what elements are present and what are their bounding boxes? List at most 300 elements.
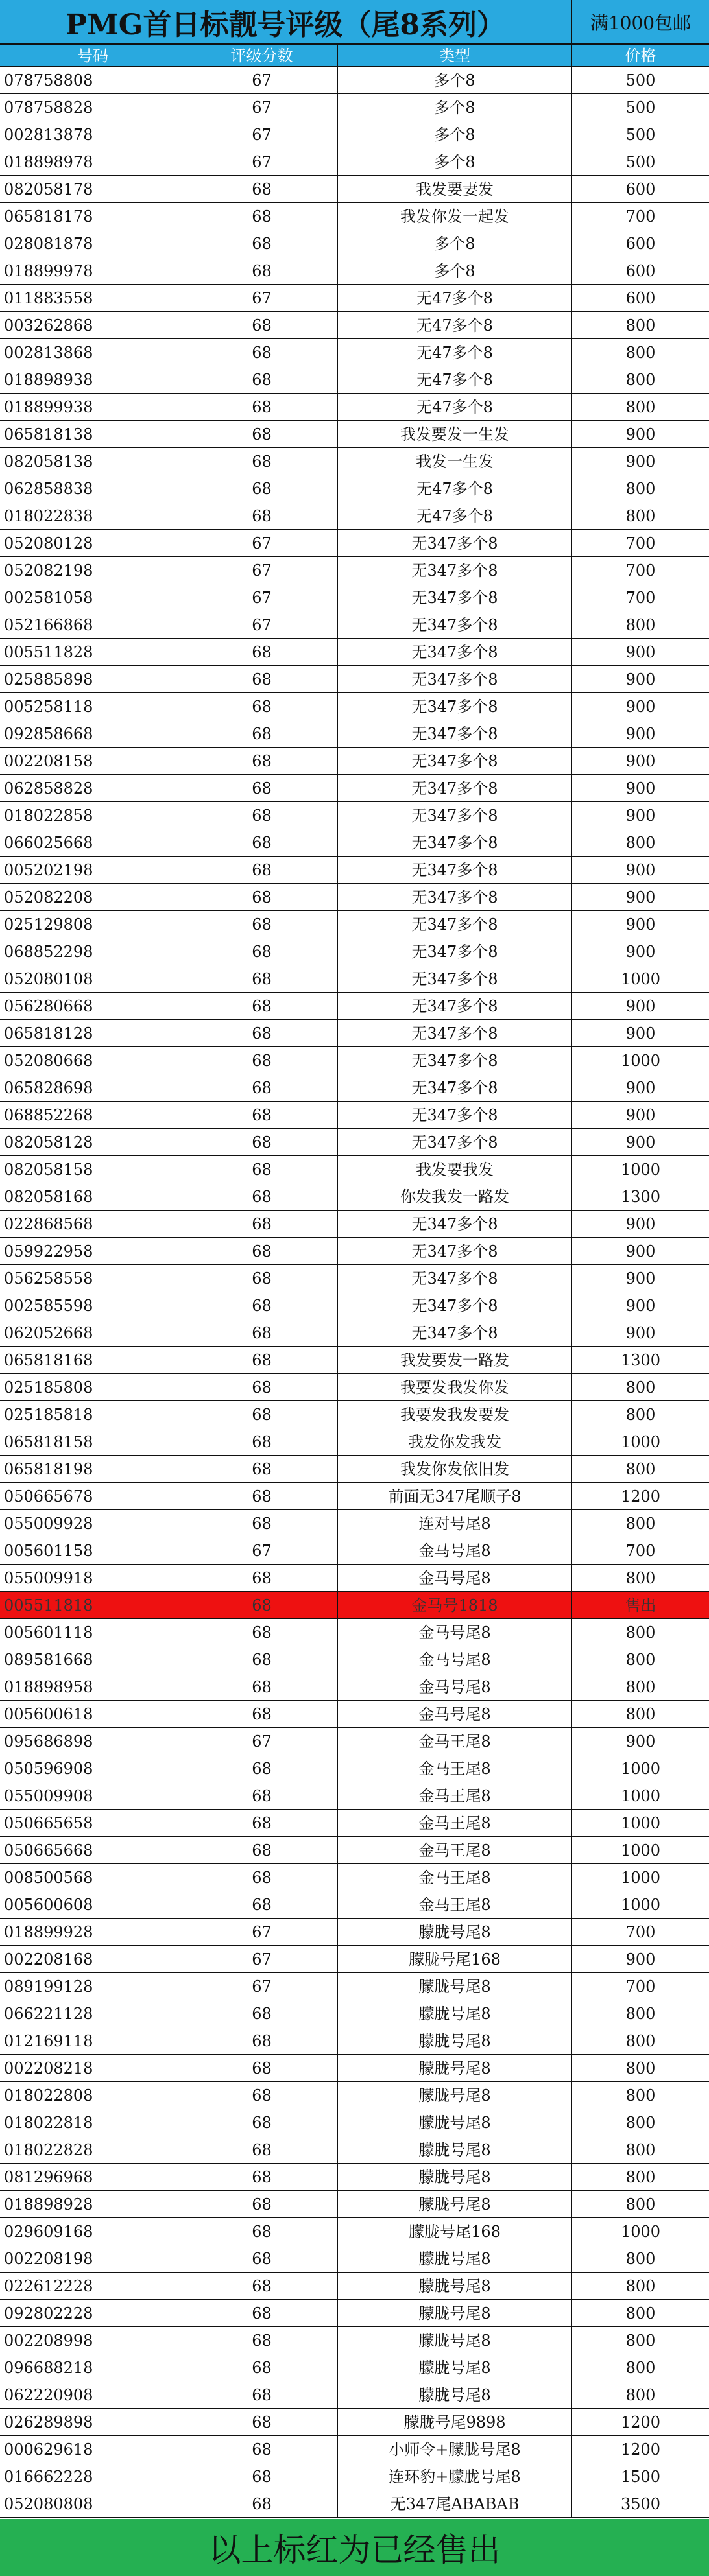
cell-score: 68 <box>186 748 338 774</box>
table-row <box>0 230 709 257</box>
cell-score: 67 <box>186 94 338 121</box>
cell-price: 900 <box>625 997 656 1015</box>
cell-type: 金马号1818 <box>338 1592 572 1618</box>
cell-price: 1000 <box>620 1786 661 1805</box>
cell-type: 无347多个8 <box>338 857 572 883</box>
table-row <box>0 148 709 176</box>
cell-price: 800 <box>625 2358 656 2377</box>
table-row <box>0 2000 709 2027</box>
table-row <box>0 1102 709 1129</box>
cell-price: 800 <box>625 2140 656 2159</box>
cell-type: 无347多个8 <box>338 1129 572 1155</box>
column-header-number: 号码 <box>0 45 186 66</box>
cell-score: 68 <box>186 1102 338 1128</box>
cell-number: 018898938 <box>0 366 186 393</box>
cell-score: 68 <box>186 312 338 338</box>
table-row <box>0 285 709 312</box>
cell-score: 68 <box>186 421 338 447</box>
table-row <box>0 1428 709 1456</box>
cell-score: 68 <box>186 1565 338 1591</box>
table-row <box>0 1183 709 1211</box>
cell-number: 002208168 <box>0 1946 186 1972</box>
cell-price: 800 <box>625 2385 656 2404</box>
table-row <box>0 2245 709 2273</box>
cell-price: 1200 <box>620 2440 661 2459</box>
cell-number: 018899928 <box>0 1919 186 1945</box>
cell-number: 028081878 <box>0 230 186 257</box>
table-row <box>0 2027 709 2055</box>
cell-number: 050665678 <box>0 1483 186 1509</box>
cell-number: 018898958 <box>0 1673 186 1700</box>
cell-number: 055009918 <box>0 1565 186 1591</box>
cell-type: 无347多个8 <box>338 584 572 611</box>
table-header <box>0 45 709 67</box>
table-row <box>0 1374 709 1401</box>
cell-score: 68 <box>186 993 338 1019</box>
cell-type: 无47多个8 <box>338 366 572 393</box>
cell-type: 无347多个8 <box>338 965 572 992</box>
cell-type: 无347多个8 <box>338 1211 572 1237</box>
cell-score: 68 <box>186 257 338 284</box>
cell-price: 900 <box>625 643 656 661</box>
cell-score: 68 <box>186 1646 338 1673</box>
cell-number: 089199128 <box>0 1973 186 2000</box>
cell-number: 082058178 <box>0 176 186 202</box>
cell-price: 700 <box>625 207 656 226</box>
cell-type: 金马王尾8 <box>338 1837 572 1863</box>
table-body <box>0 67 709 2518</box>
cell-price: 900 <box>625 425 656 443</box>
cell-score: 68 <box>186 1810 338 1836</box>
cell-score: 68 <box>186 475 338 502</box>
cell-score: 68 <box>186 2109 338 2136</box>
cell-type: 无347多个8 <box>338 884 572 910</box>
cell-price: 800 <box>625 1650 656 1669</box>
cell-score: 68 <box>186 1864 338 1891</box>
page-title: PMG首日标靓号评级（尾8系列） <box>0 0 572 43</box>
cell-type: 无347多个8 <box>338 1102 572 1128</box>
cell-score: 68 <box>186 339 338 366</box>
cell-score: 68 <box>186 857 338 883</box>
table-row <box>0 1074 709 1102</box>
table-row <box>0 176 709 203</box>
cell-score: 68 <box>186 1156 338 1183</box>
cell-price: 700 <box>625 588 656 607</box>
cell-score: 68 <box>186 1673 338 1700</box>
cell-score: 68 <box>186 1238 338 1264</box>
cell-type: 我要发我发要发 <box>338 1401 572 1428</box>
table-row <box>0 938 709 965</box>
cell-score: 68 <box>186 1755 338 1782</box>
cell-price: 800 <box>625 506 656 525</box>
cell-price: 500 <box>625 71 656 89</box>
free-shipping-note: 满1000包邮 <box>590 12 691 34</box>
table-row <box>0 475 709 502</box>
cell-price: 800 <box>625 1459 656 1478</box>
cell-number: 052166868 <box>0 611 186 638</box>
cell-price: 800 <box>625 1568 656 1587</box>
cell-price: 900 <box>625 751 656 770</box>
table-row <box>0 693 709 720</box>
cell-number: 026289898 <box>0 2409 186 2435</box>
cell-number: 018022858 <box>0 802 186 829</box>
cell-score: 68 <box>186 2327 338 2354</box>
cell-price: 1000 <box>620 1759 661 1778</box>
cell-score: 68 <box>186 1510 338 1537</box>
cell-number: 016662228 <box>0 2463 186 2490</box>
cell-score: 68 <box>186 775 338 801</box>
table-row <box>0 1156 709 1183</box>
cell-number: 062858828 <box>0 775 186 801</box>
table-row <box>0 1728 709 1755</box>
cell-number: 062052668 <box>0 1319 186 1346</box>
cell-type: 无347多个8 <box>338 666 572 692</box>
cell-number: 005511818 <box>0 1592 186 1618</box>
cell-type: 金马号尾8 <box>338 1537 572 1564</box>
cell-score: 67 <box>186 285 338 311</box>
cell-score: 68 <box>186 1129 338 1155</box>
cell-type: 金马号尾8 <box>338 1673 572 1700</box>
cell-price: 900 <box>625 1133 656 1152</box>
cell-number: 055009908 <box>0 1782 186 1809</box>
cell-number: 065818158 <box>0 1428 186 1455</box>
table-row <box>0 802 709 829</box>
cell-type: 多个8 <box>338 257 572 284</box>
cell-price: 800 <box>625 1705 656 1723</box>
table-row <box>0 1973 709 2000</box>
cell-number: 052080128 <box>0 530 186 556</box>
cell-price: 800 <box>625 2113 656 2132</box>
table-row <box>0 94 709 121</box>
cell-score: 68 <box>186 911 338 938</box>
cell-type: 金马王尾8 <box>338 1810 572 1836</box>
cell-score: 68 <box>186 1319 338 1346</box>
cell-type: 我发要妻发 <box>338 176 572 202</box>
cell-score: 68 <box>186 1401 338 1428</box>
table-row <box>0 1347 709 1374</box>
cell-price: 600 <box>625 261 656 280</box>
table-row <box>0 2327 709 2354</box>
cell-number: 002813878 <box>0 121 186 148</box>
cell-number: 050665658 <box>0 1810 186 1836</box>
cell-score: 68 <box>186 1292 338 1319</box>
cell-number: 082058138 <box>0 448 186 475</box>
cell-price: 800 <box>625 2304 656 2322</box>
cell-score: 68 <box>186 2027 338 2054</box>
cell-type: 无347多个8 <box>338 829 572 856</box>
table-row <box>0 257 709 285</box>
cell-type: 朦胧号尾8 <box>338 2055 572 2081</box>
cell-price: 900 <box>625 1950 656 1968</box>
cell-type: 无347多个8 <box>338 639 572 665</box>
cell-price: 800 <box>625 479 656 498</box>
cell-type: 无347多个8 <box>338 1238 572 1264</box>
cell-score: 68 <box>186 666 338 692</box>
cell-type: 朦胧号尾8 <box>338 2381 572 2408</box>
table-row <box>0 1020 709 1047</box>
cell-type: 无347多个8 <box>338 1074 572 1101</box>
cell-number: 052080808 <box>0 2490 186 2517</box>
cell-price: 900 <box>625 1214 656 1233</box>
cell-number: 055009928 <box>0 1510 186 1537</box>
cell-type: 朦胧号尾8 <box>338 2245 572 2272</box>
table-row <box>0 1701 709 1728</box>
table-row <box>0 502 709 530</box>
table-row <box>0 1782 709 1810</box>
cell-type: 无347多个8 <box>338 611 572 638</box>
cell-number: 018022818 <box>0 2109 186 2136</box>
cell-score: 67 <box>186 1728 338 1755</box>
cell-price: 售出 <box>625 1596 656 1614</box>
table-row <box>0 2409 709 2436</box>
cell-score: 68 <box>186 2218 338 2245</box>
cell-score: 68 <box>186 2191 338 2217</box>
cell-price: 800 <box>625 2168 656 2186</box>
cell-number: 052080668 <box>0 1047 186 1074</box>
cell-price: 900 <box>625 1296 656 1315</box>
cell-score: 67 <box>186 611 338 638</box>
cell-number: 052082198 <box>0 557 186 584</box>
cell-type: 我发你发依旧发 <box>338 1456 572 1482</box>
cell-type: 多个8 <box>338 121 572 148</box>
cell-price: 1000 <box>620 1841 661 1860</box>
cell-price: 900 <box>625 1732 656 1751</box>
cell-score: 68 <box>186 965 338 992</box>
cell-type: 金马王尾8 <box>338 1755 572 1782</box>
cell-number: 025129808 <box>0 911 186 938</box>
sold-legend: 以上标红为已经售出 <box>0 2519 709 2576</box>
cell-type: 朦胧号尾8 <box>338 2136 572 2163</box>
table-row <box>0 1211 709 1238</box>
cell-type: 多个8 <box>338 94 572 121</box>
cell-score: 68 <box>186 448 338 475</box>
table-row <box>0 2490 709 2518</box>
table-row <box>0 584 709 611</box>
cell-score: 68 <box>186 1020 338 1046</box>
table-row <box>0 394 709 421</box>
cell-number: 065828698 <box>0 1074 186 1101</box>
cell-type: 朦胧号尾8 <box>338 2354 572 2381</box>
cell-price: 800 <box>625 2249 656 2268</box>
cell-score: 67 <box>186 67 338 93</box>
cell-type: 无347多个8 <box>338 911 572 938</box>
cell-type: 我要发我发你发 <box>338 1374 572 1400</box>
cell-score: 68 <box>186 2490 338 2517</box>
cell-score: 68 <box>186 1891 338 1918</box>
cell-score: 68 <box>186 1456 338 1482</box>
table-row <box>0 1129 709 1156</box>
cell-price: 800 <box>625 1378 656 1397</box>
cell-type: 无347多个8 <box>338 720 572 747</box>
column-header-price: 价格 <box>625 46 656 65</box>
cell-price: 1000 <box>620 1051 661 1070</box>
cell-number: 018898978 <box>0 148 186 175</box>
cell-price: 800 <box>625 370 656 389</box>
table-row <box>0 857 709 884</box>
cell-number: 022868568 <box>0 1211 186 1237</box>
cell-type: 无347多个8 <box>338 557 572 584</box>
cell-number: 059922958 <box>0 1238 186 1264</box>
table-row <box>0 1238 709 1265</box>
cell-price: 1300 <box>620 1351 661 1369</box>
cell-score: 67 <box>186 121 338 148</box>
cell-score: 68 <box>186 1782 338 1809</box>
cell-number: 005601158 <box>0 1537 186 1564</box>
cell-number: 025185818 <box>0 1401 186 1428</box>
cell-price: 800 <box>625 2276 656 2295</box>
table-row <box>0 2218 709 2245</box>
table-row <box>0 666 709 693</box>
table-row <box>0 530 709 557</box>
cell-price: 1000 <box>620 1868 661 1887</box>
cell-price: 700 <box>625 534 656 552</box>
cell-score: 68 <box>186 2354 338 2381</box>
cell-price: 600 <box>625 180 656 198</box>
table-row <box>0 1919 709 1946</box>
cell-price: 900 <box>625 724 656 743</box>
cell-price: 800 <box>625 2059 656 2077</box>
cell-score: 67 <box>186 1537 338 1564</box>
cell-number: 011883558 <box>0 285 186 311</box>
cell-number: 018022828 <box>0 2136 186 2163</box>
cell-price: 600 <box>625 289 656 307</box>
table-row <box>0 2354 709 2381</box>
cell-number: 081296968 <box>0 2164 186 2190</box>
cell-type: 朦胧号尾8 <box>338 2109 572 2136</box>
table-row <box>0 67 709 94</box>
cell-score: 67 <box>186 557 338 584</box>
cell-score: 68 <box>186 2000 338 2027</box>
cell-score: 68 <box>186 802 338 829</box>
cell-score: 68 <box>186 1483 338 1509</box>
cell-score: 68 <box>186 230 338 257</box>
table-row <box>0 2055 709 2082</box>
cell-price: 800 <box>625 1623 656 1642</box>
cell-price: 800 <box>625 615 656 634</box>
cell-type: 金马号尾8 <box>338 1646 572 1673</box>
cell-score: 68 <box>186 2164 338 2190</box>
cell-score: 68 <box>186 1592 338 1618</box>
cell-number: 068852298 <box>0 938 186 965</box>
cell-number: 002208158 <box>0 748 186 774</box>
cell-price: 900 <box>625 860 656 879</box>
cell-price: 800 <box>625 2031 656 2050</box>
cell-score: 68 <box>186 2409 338 2435</box>
table-row <box>0 203 709 230</box>
cell-number: 065818198 <box>0 1456 186 1482</box>
cell-score: 68 <box>186 2136 338 2163</box>
cell-number: 018899938 <box>0 394 186 420</box>
cell-score: 68 <box>186 366 338 393</box>
cell-price: 800 <box>625 316 656 335</box>
cell-type: 朦胧号尾8 <box>338 2191 572 2217</box>
cell-price: 800 <box>625 1677 656 1696</box>
table-row <box>0 2082 709 2109</box>
cell-type: 朦胧号尾168 <box>338 2218 572 2245</box>
cell-number: 052082208 <box>0 884 186 910</box>
cell-score: 68 <box>186 1837 338 1863</box>
table-row <box>0 639 709 666</box>
table-row <box>0 2381 709 2409</box>
cell-number: 002208218 <box>0 2055 186 2081</box>
table-row <box>0 1755 709 1782</box>
cell-type: 无47多个8 <box>338 285 572 311</box>
table-row <box>0 611 709 639</box>
cell-type: 连环豹+朦胧号尾8 <box>338 2463 572 2490</box>
cell-type: 无347多个8 <box>338 1292 572 1319</box>
cell-type: 无47多个8 <box>338 502 572 529</box>
cell-score: 68 <box>186 938 338 965</box>
cell-number: 050596908 <box>0 1755 186 1782</box>
table-row <box>0 2109 709 2136</box>
cell-type: 无347多个8 <box>338 748 572 774</box>
cell-price: 700 <box>625 561 656 580</box>
cell-price: 900 <box>625 1323 656 1342</box>
table-row <box>0 2136 709 2164</box>
cell-type: 无47多个8 <box>338 312 572 338</box>
cell-price: 900 <box>625 1269 656 1288</box>
table-row <box>0 421 709 448</box>
cell-price: 700 <box>625 1977 656 1996</box>
cell-number: 062858838 <box>0 475 186 502</box>
cell-score: 68 <box>186 2436 338 2463</box>
cell-score: 68 <box>186 2055 338 2081</box>
cell-number: 065818138 <box>0 421 186 447</box>
cell-price: 700 <box>625 1541 656 1560</box>
cell-type: 前面无347尾顺子8 <box>338 1483 572 1509</box>
cell-type: 朦胧号尾8 <box>338 2300 572 2326</box>
cell-score: 68 <box>186 884 338 910</box>
cell-price: 3500 <box>620 2494 661 2513</box>
table-row <box>0 2164 709 2191</box>
title-bar <box>0 0 709 45</box>
table-row <box>0 1047 709 1074</box>
cell-type: 连对号尾8 <box>338 1510 572 1537</box>
cell-price: 900 <box>625 1078 656 1097</box>
cell-score: 67 <box>186 1973 338 2000</box>
cell-number: 065818128 <box>0 1020 186 1046</box>
table-row <box>0 2300 709 2327</box>
cell-type: 无347多个8 <box>338 1047 572 1074</box>
table-row <box>0 1319 709 1347</box>
table-row <box>0 1946 709 1973</box>
cell-score: 68 <box>186 2463 338 2490</box>
cell-number: 002208198 <box>0 2245 186 2272</box>
table-row <box>0 2436 709 2463</box>
cell-type: 我发要我发 <box>338 1156 572 1183</box>
cell-number: 018022838 <box>0 502 186 529</box>
cell-number: 018022808 <box>0 2082 186 2109</box>
cell-price: 800 <box>625 1405 656 1424</box>
cell-price: 800 <box>625 2086 656 2105</box>
cell-score: 67 <box>186 584 338 611</box>
cell-type: 朦胧号尾8 <box>338 1919 572 1945</box>
cell-score: 68 <box>186 2082 338 2109</box>
table-row <box>0 2463 709 2490</box>
cell-number: 022612228 <box>0 2273 186 2299</box>
cell-number: 012169118 <box>0 2027 186 2054</box>
cell-number: 000629618 <box>0 2436 186 2463</box>
cell-number: 066025668 <box>0 829 186 856</box>
cell-number: 066221128 <box>0 2000 186 2027</box>
cell-price: 900 <box>625 670 656 689</box>
table-row <box>0 748 709 775</box>
cell-number: 078758828 <box>0 94 186 121</box>
cell-price: 1000 <box>620 1432 661 1451</box>
cell-type: 我发要发一生发 <box>338 421 572 447</box>
cell-score: 68 <box>186 1374 338 1400</box>
cell-price: 800 <box>625 397 656 416</box>
